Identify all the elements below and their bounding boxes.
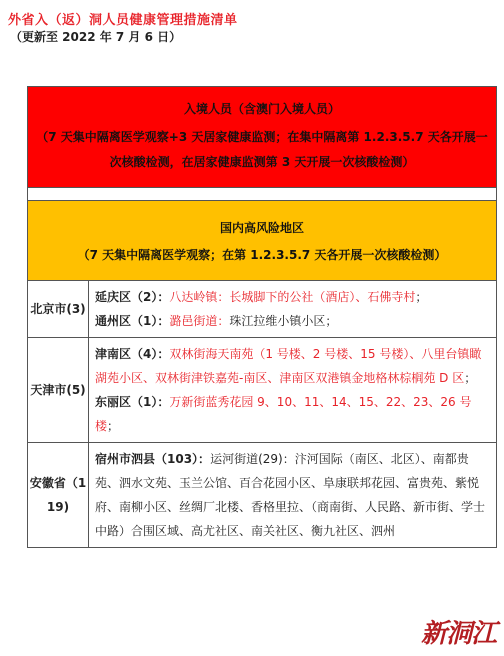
page-title: 外省入（返）洞人员健康管理措施清单 xyxy=(8,13,238,28)
district-locations: 万新街蓝秀花园 9、10、11、14、15、22、23、26 号楼 xyxy=(95,395,472,433)
high-risk-section xyxy=(28,201,497,281)
measures-table xyxy=(27,86,497,548)
inbound-cell xyxy=(28,87,497,188)
district-entry xyxy=(95,390,490,438)
district-entry xyxy=(95,342,490,390)
high-risk-cell xyxy=(28,201,497,281)
province-cell: 北京市(3) xyxy=(28,281,89,338)
high-risk-rule: （7 天集中隔离医学观察；在第 1.2.3.5.7 天各开展一次核酸检测） xyxy=(77,247,447,262)
district-tail: ； xyxy=(464,371,477,385)
district-name: 延庆区（2）： xyxy=(95,290,170,304)
table-row xyxy=(28,338,497,443)
high-risk-heading: 国内高风险地区 xyxy=(219,220,304,235)
district-name: 通州区（1）： xyxy=(95,314,170,328)
district-name: 东丽区（1）： xyxy=(95,395,170,409)
district-name: 津南区（4）： xyxy=(95,347,170,361)
district-cell xyxy=(89,443,497,548)
province-cell: 天津市(5) xyxy=(28,338,89,443)
district-entry xyxy=(95,285,490,309)
district-cell xyxy=(89,281,497,338)
table-row xyxy=(28,443,497,548)
district-tail: 珠江拉维小镇小区； xyxy=(229,314,338,328)
table-row xyxy=(28,281,497,338)
inbound-section xyxy=(28,87,497,188)
district-tail: ； xyxy=(415,290,428,304)
inbound-rule-line1: （7 天集中隔离医学观察+3 天居家健康监测；在集中隔离第 1.2.3.5.7 天各开展一 xyxy=(36,129,488,144)
district-entry xyxy=(95,447,490,543)
district-cell xyxy=(89,338,497,443)
district-entry xyxy=(95,309,490,333)
district-tail: ； xyxy=(107,419,120,433)
district-locations: 双林街海天南苑（1 号楼、2 号楼、15 号楼）、八里台镇瞰湖苑小区、双林街津铁嘉苑-南区、津南区双港镇金地格林棕榈苑 D 区 xyxy=(95,347,482,385)
province-cell: 安徽省（1 19) xyxy=(28,443,89,548)
inbound-heading: 入境人员（含澳门入境人员） xyxy=(183,101,340,116)
inbound-rule-line2: 次核酸检测，在居家健康监测第 3 天开展一次核酸检测） xyxy=(109,154,415,169)
district-locations: 八达岭镇：长城脚下的公社（酒店）、石佛寺村 xyxy=(169,290,416,304)
gap-row xyxy=(28,188,497,201)
update-date: （更新至 2022 年 7 月 6 日） xyxy=(10,30,182,44)
district-locations: 潞邑街道： xyxy=(169,314,230,328)
district-tail: 运河街道(29)：汴河国际（南区、北区）、南都贵苑、泗水文苑、玉兰公馆、百合花园小区、阜康联邦花园、富贵苑、紫悦府、南柳小区、丝绸厂北楼、香格里拉、（商南街、人民路、新市街、学士中路）合围区域、高尤社区、南关社区、衡九社区、泗州 xyxy=(95,452,486,538)
watermark-logo: 新洞江 xyxy=(420,619,496,649)
district-name: 宿州市泗县（103）： xyxy=(95,452,211,466)
